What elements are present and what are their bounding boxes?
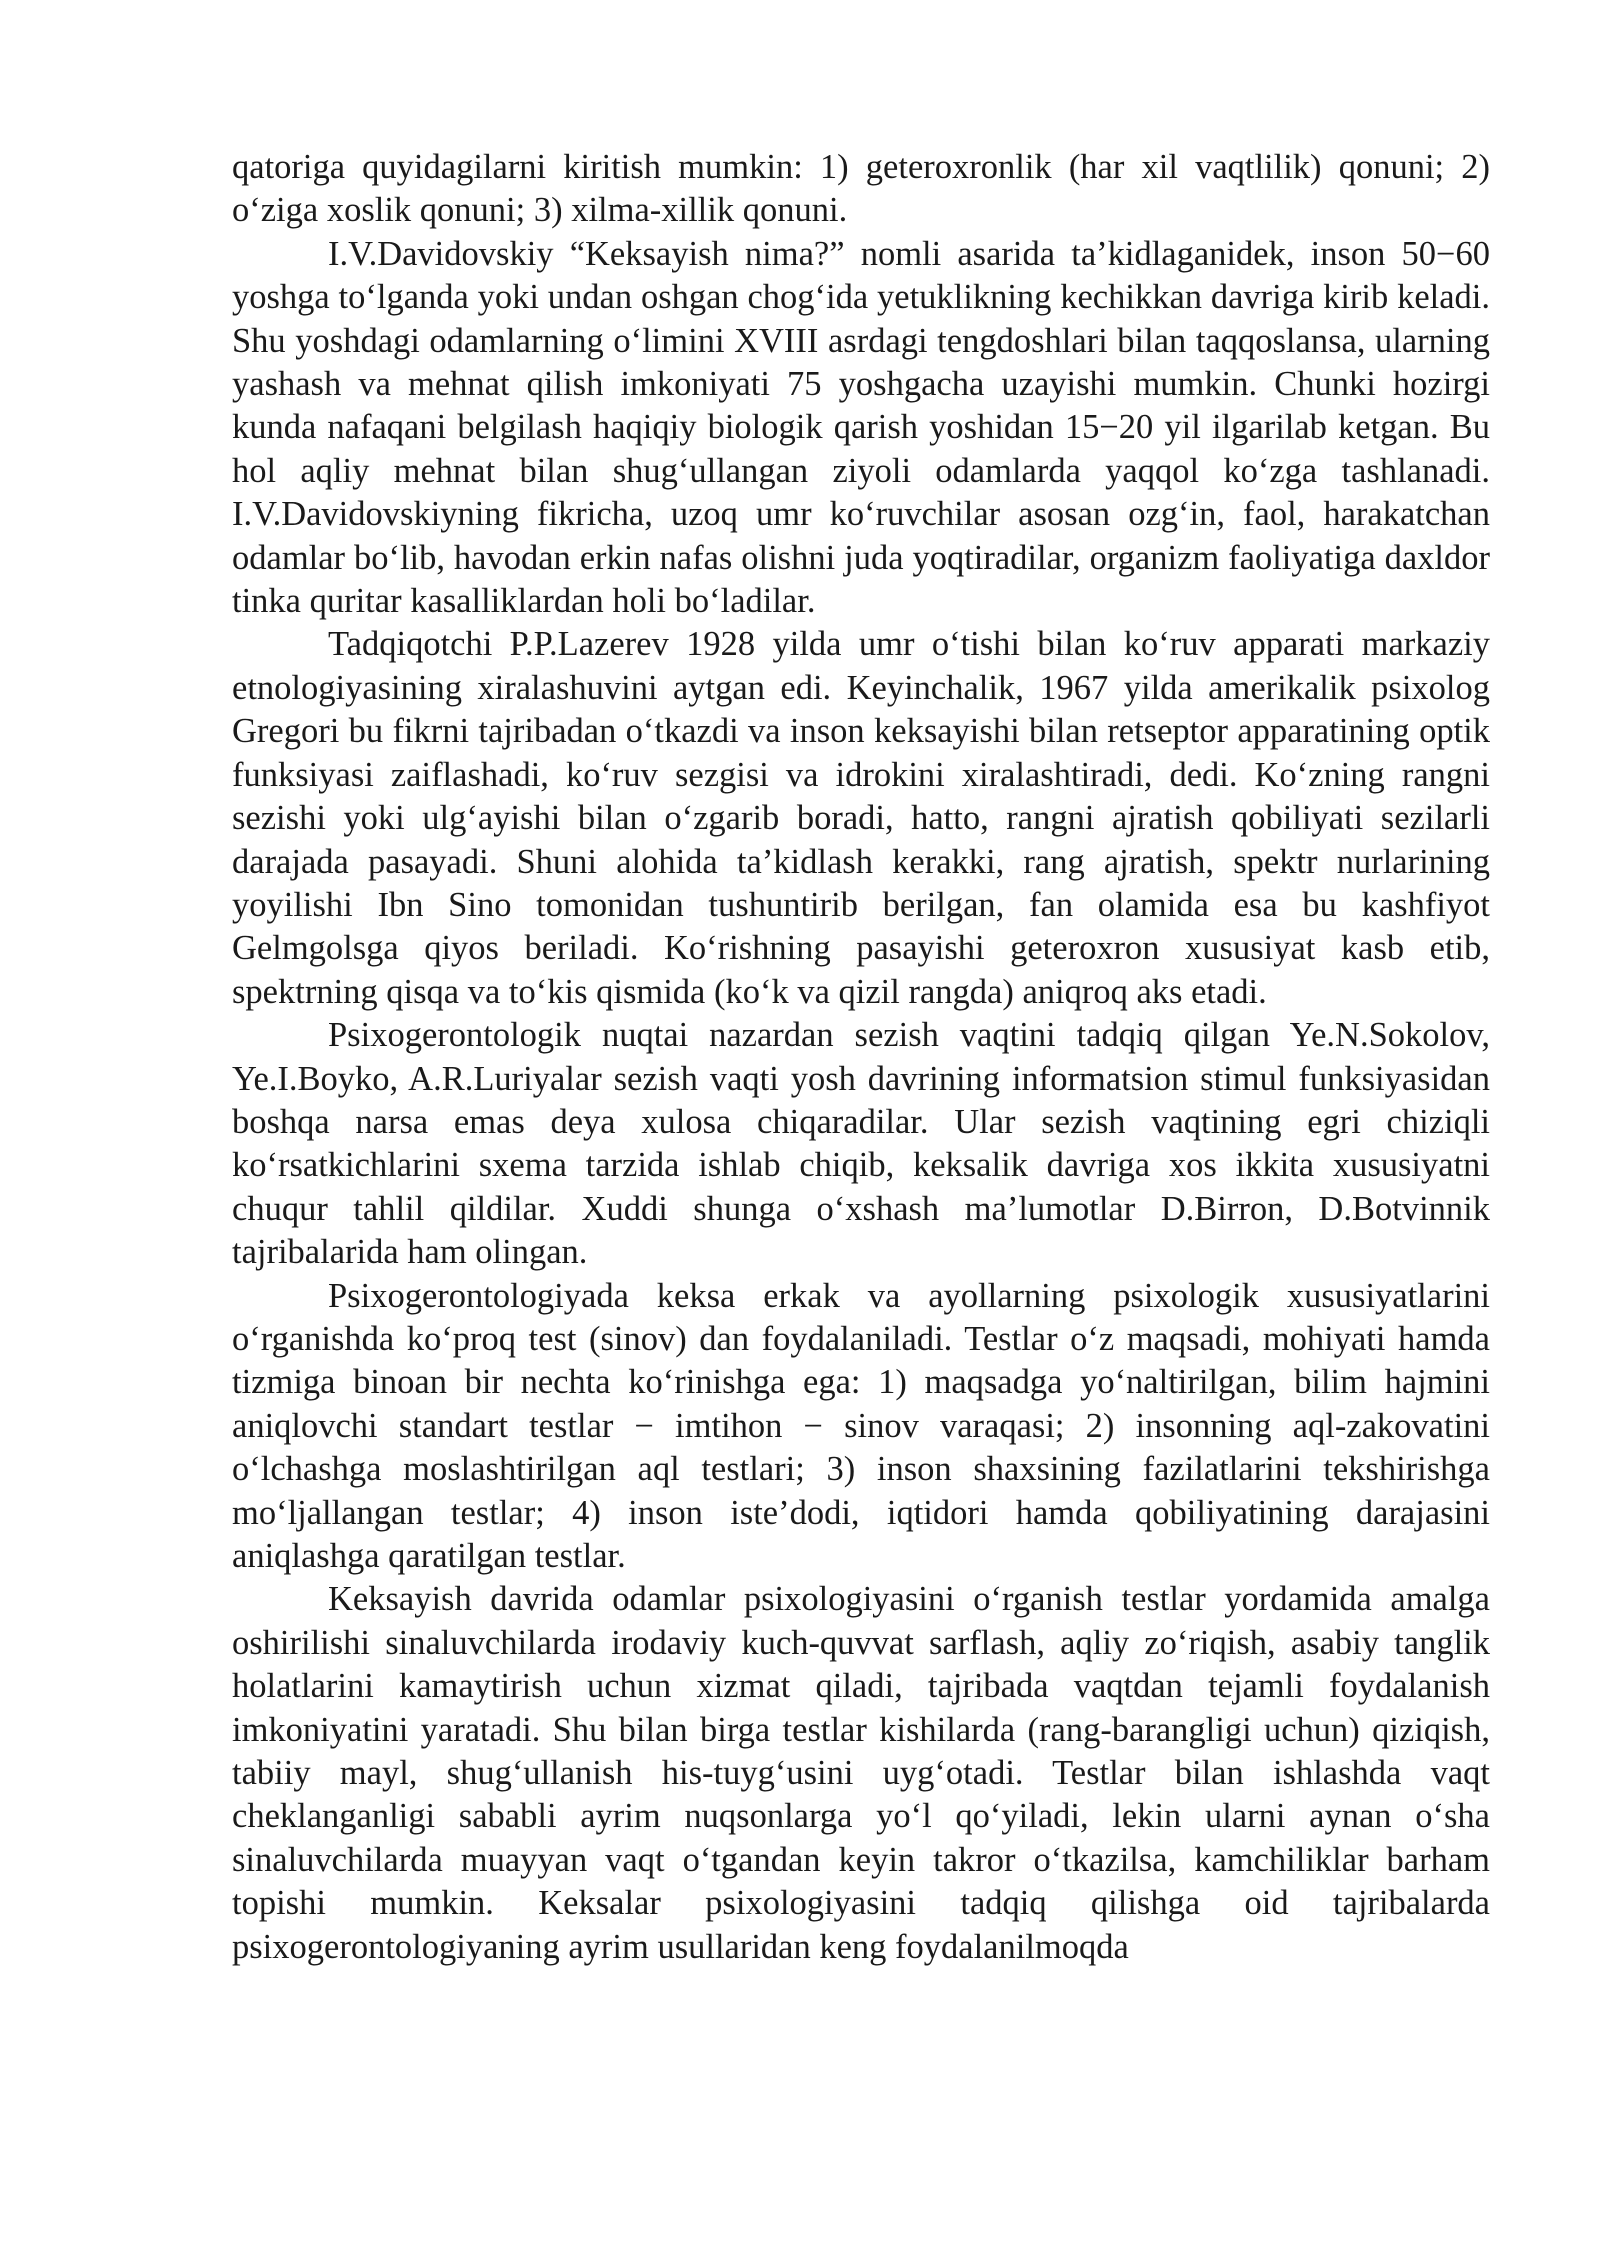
paragraph-lazerev: Tadqiqotchi P.P.Lazerev 1928 yilda umr o‘tishi bilan ko‘ruv apparati markaziy etnologiyasining xiralashuvini aytgan edi. Keyinchalik, 1967 yilda amerikalik psixolog Gregori bu fikrni tajribadan o‘tkazdi va inson keksayishi bilan retseptor apparatining optik funksiyasi zaiflashadi, ko‘ruv sezgisi va idrokini xiralashtiradi, dedi. Ko‘zning rangni sezishi yoki ulg‘ayishi bilan o‘zgarib boradi, hatto, rangni ajratish qobiliyati sezilarli darajada pasayadi. Shuni alohida ta’kidlash kerakki, rang ajratish, spektr nurlarining yoyilishi Ibn Sino tomonidan tushuntirib berilgan, fan olamida esa bu kashfiyot Gelmgolsga qiyos beriladi. Ko‘rishning pasayishi geteroxron xususiyat kasb etib, spektrning qisqa va to‘kis qismida (ko‘k va qizil rangda) aniqroq aks etadi.	[232, 625, 1490, 1011]
paragraph-continuation: qatoriga quyidagilarni kiritish mumkin: 1) geteroxronlik (har xil vaqtlilik) qonuni; 2) o‘ziga xoslik qonuni; 3) xilma-xillik qonuni.	[232, 148, 1490, 230]
document-page	[232, 146, 1490, 1969]
paragraph-sokolov: Psixogerontologik nuqtai nazardan sezish vaqtini tadqiq qilgan Ye.N.Sokolov, Ye.I.Boyko, A.R.Luriyalar sezish vaqti yosh davrining informatsion stimul funksiyasidan boshqa narsa emas deya xulosa chiqaradilar. Ular sezish vaqtining egri chiziqli ko‘rsatkichlarini sxema tarzida ishlab chiqib, keksalik davriga xos ikkita xususiyatni chuqur tahlil qildilar. Xuddi shunga o‘xshash ma’lumotlar D.Birron, D.Botvinnik tajribalarida ham olingan.	[232, 1016, 1490, 1272]
paragraph-tests: Psixogerontologiyada keksa erkak va ayollarning psixologik xususiyatlarini o‘rganishda ko‘proq test (sinov) dan foydalaniladi. Testlar o‘z maqsadi, mohiyati hamda tizmiga binoan bir nechta ko‘rinishga ega: 1) maqsadga yo‘naltirilgan, bilim hajmini aniqlovchi standart testlar − imtihon − sinov varaqasi; 2) insonning aql-zakovatini o‘lchashga moslashtirilgan aql testlari; 3) inson shaxsining fazilatlarini tekshirishga mo‘ljallangan testlar; 4) inson iste’dodi, iqtidori hamda qobiliyatining darajasini aniqlashga qaratilgan testlar.	[232, 1276, 1490, 1575]
paragraph-keksayish: Keksayish davrida odamlar psixologiyasini o‘rganish testlar yordamida amalga oshirilishi sinaluvchilarda irodaviy kuch-quvvat sarflash, aqliy zo‘riqish, asabiy tanglik holatlarini kamaytirish uchun xizmat qiladi, tajribada vaqtdan tejamli foydalanish imkoniyatini yaratadi. Shu bilan birga testlar kishilarda (rang-barangligi uchun) qiziqish, tabiiy mayl, shug‘ullanish his-tuyg‘usini uyg‘otadi. Testlar bilan ishlashda vaqt cheklanganligi sababli ayrim nuqsonlarga yo‘l qo‘yiladi, lekin ularni aynan o‘sha sinaluvchilarda muayyan vaqt o‘tgandan keyin takror o‘tkazilsa, kamchiliklar barham topishi mumkin. Keksalar psixologiyasini tadqiq qilishga oid tajribalarda psixogerontologiyaning ayrim usullaridan keng foydalanilmoqda	[232, 1580, 1490, 1966]
paragraph-davidovskiy: I.V.Davidovskiy “Keksayish nima?” nomli asarida ta’kidlaganidek, inson 50−60 yoshga to‘lganda yoki undan oshgan chog‘ida yetuklikning kechikkan davriga kirib keladi. Shu yoshdagi odamlarning o‘limini XVIII asrdagi tengdoshlari bilan taqqoslansa, ularning yashash va mehnat qilish imkoniyati 75 yoshgacha uzayishi mumkin. Chunki hozirgi kunda nafaqani belgilash haqiqiy biologik qarish yoshidan 15−20 yil ilgarilab ketgan. Bu hol aqliy mehnat bilan shug‘ullangan ziyoli odamlarda yaqqol ko‘zga tashlanadi. I.V.Davidovskiyning fikricha, uzoq umr ko‘ruvchilar asosan ozg‘in, faol, harakatchan odamlar bo‘lib, havodan erkin nafas olishni juda yoqtiradilar, organizm faoliyatiga daxldor tinka quritar kasalliklardan holi bo‘ladilar.	[232, 234, 1490, 621]
